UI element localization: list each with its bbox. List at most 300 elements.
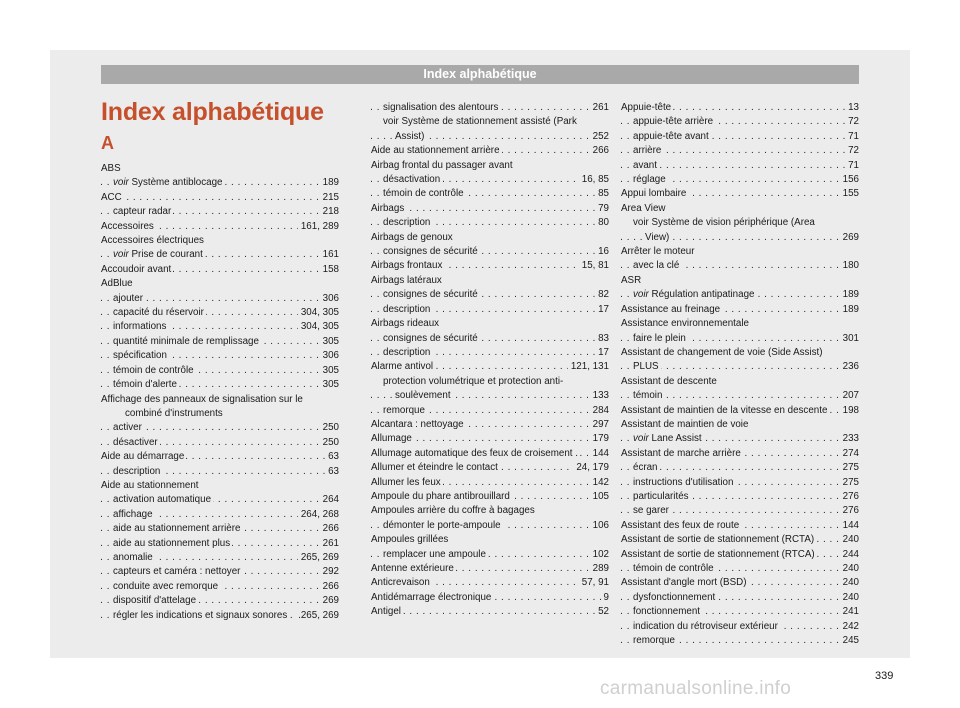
index-entry [621,418,859,432]
index-entry [101,421,339,435]
index-entry [371,303,609,317]
index-entry-text: voir Régulation antipatinage [633,289,755,301]
index-entry-text: Airbags frontaux [371,260,443,272]
index-entry-text: description [383,303,431,315]
index-entry-text: Assistant de sortie de stationnement (RCTA) [621,534,815,546]
index-entry [621,303,859,317]
index-entry-page: 261 [590,101,609,115]
index-entry-text: Antenne extérieure [371,563,454,574]
index-entry-page: 144 [840,519,859,533]
index-entry-text: anomalie [113,551,153,563]
index-entry [621,490,859,504]
index-entry [621,447,859,461]
index-entry [621,202,859,216]
index-entry [371,346,609,360]
index-entry-text: Assistance au freinage [621,303,721,315]
index-entry [621,562,859,576]
index-entry-page: 156 [840,173,859,187]
index-entry [101,162,339,176]
index-entry-text: régler les indications et signaux sonores [113,609,288,621]
index-entry-page: 245 [840,634,859,648]
index-entry-text: se garer [633,505,669,517]
index-entry-page: 80 [595,216,609,230]
index-entry-text: voir Système de vision périphérique (Area [633,217,815,229]
index-entry-page: 52 [595,605,609,619]
index-entry-page: 9 [601,591,609,605]
index-entry-text: voir Lane Assist [633,433,702,445]
index-entry-text: Aide au stationnement [101,479,199,491]
index-entry-text: Affichage des panneaux de signalisation sur le [101,393,303,405]
index-entry [371,533,609,547]
index-entry-page: 275 [840,476,859,490]
see-reference: voir [633,433,649,445]
index-entry-text: Assistant de maintien de la vitesse en descente [621,404,828,416]
index-entry-page: 179 [590,432,609,446]
index-entry-text: Allumage [371,433,412,445]
index-entry-text: indication du rétroviseur extérieur [633,620,778,632]
index-entry-page: 304, 305 [298,306,339,320]
index-entry-page: 16 [595,245,609,259]
index-entry-page: 240 [840,562,859,576]
index-entry-text: capteur radar [113,206,172,218]
see-reference: voir [113,249,129,261]
index-entry-page: 180 [840,259,859,273]
index-entry-text: voir Prise de courant [113,249,203,261]
index-entry-text: instructions d'utilisation [633,476,734,488]
index-entry [621,576,859,590]
index-entry [621,317,859,331]
index-entry [621,519,859,533]
index-entry-page: 252 [590,130,609,144]
index-entry [371,562,609,576]
index-entry [621,461,859,475]
index-entry-text: Airbags rideaux [371,318,440,330]
index-entry-text: AdBlue [101,278,133,290]
index-entry [101,205,339,219]
see-reference: voir [633,289,649,301]
index-entry-text: activation automatique [113,494,212,506]
index-entry-page: 276 [840,490,859,504]
index-entry-text: désactivation [383,174,441,186]
index-entry-text: démonter le porte-ampoule [383,519,501,531]
index-entry-text: Allumer et éteindre le contact [371,462,498,474]
index-entry [101,407,339,421]
index-entry-page: 189 [840,288,859,302]
index-entry [101,349,339,363]
index-entry [101,551,339,565]
index-entry-text: témoin d'alerte [113,379,177,391]
index-entry-page: 71 [845,130,859,144]
index-entry-text: Antidémarrage électronique [371,591,492,603]
running-header: Index alphabétique [101,65,859,84]
index-entry-page: 275 [840,461,859,475]
index-entry-page: 264, 268 [298,508,339,522]
index-entry [101,220,339,234]
index-entry [371,389,609,403]
index-entry-text: Area View [621,202,666,214]
index-entry-text: Aide au stationnement arrière [371,145,500,157]
index-entry [371,605,609,619]
index-entry-page: 133 [590,389,609,403]
index-entry-page: 17 [595,303,609,317]
index-entry-text: fonctionnement [633,606,700,618]
index-entry-text: témoin de contrôle [633,563,714,574]
index-entry-page: 207 [840,389,859,403]
index-entry [101,537,339,551]
index-entry-text: Accessoires [101,220,154,232]
index-entry [101,493,339,507]
index-entry [101,176,339,190]
index-entry-page: 266 [590,144,609,158]
index-column-2 [371,101,609,620]
index-entry [101,393,339,407]
index-entry-page: 250 [320,421,339,435]
index-entry [621,591,859,605]
index-entry [621,404,859,418]
index-entry-text: ACC [101,191,122,203]
index-entry-page: 305 [320,364,339,378]
index-entry-page: 71 [845,159,859,173]
index-entry-text: avec la clé [633,260,680,272]
index-entry-page: 161 [320,248,339,262]
index-entry-page: 240 [840,576,859,590]
section-letter: A [101,133,114,153]
index-entry [371,202,609,216]
index-entry [371,130,609,144]
index-entry-page: 189 [320,176,339,190]
index-entry-page: 83 [595,332,609,346]
index-entry [371,173,609,187]
index-entry [621,332,859,346]
index-entry [101,508,339,522]
index-entry-page: 305 [320,378,339,392]
index-entry [101,465,339,479]
index-entry-page: 142 [590,476,609,490]
index-entry-text: ASR [621,274,642,286]
index-entry-text: Assistant d'angle mort (BSD) [621,577,747,589]
index-entry [371,404,609,418]
index-entry-text: Alcantara : nettoyage [371,418,464,430]
index-entry-page: 63 [325,465,339,479]
index-entry [621,259,859,273]
index-entry [371,231,609,245]
index-entry-text: Arrêter le moteur [621,246,695,258]
index-entry-page: 305 [320,335,339,349]
index-entry-text: Antigel [371,606,401,618]
index-entry-text: témoin [633,390,663,402]
index-entry [101,522,339,536]
index-entry [621,533,859,547]
index-entry-page: 274 [840,447,859,461]
index-entry-text: ajouter [113,292,143,304]
index-entry-page: 240 [840,591,859,605]
index-entry [371,504,609,518]
index-entry [371,259,609,273]
index-entry [371,144,609,158]
index-entry-text: témoin de contrôle [113,364,194,376]
index-entry [371,548,609,562]
index-entry [101,335,339,349]
index-entry-page: 266 [320,580,339,594]
index-entry-page: 85 [595,187,609,201]
index-entry-page: 250 [320,436,339,450]
index-entry-text: consignes de sécurité [383,289,478,301]
index-entry [101,580,339,594]
index-entry [371,360,609,374]
index-entry-page: 284 [590,404,609,418]
index-entry [101,263,339,277]
index-entry-text: Assistant de marche arrière [621,447,741,459]
index-entry-text: Ampoules grillées [371,534,449,546]
index-entry-text: témoin de contrôle [383,188,464,200]
index-entry [101,191,339,205]
index-entry-page: .265, 269 [295,609,339,623]
index-entry-text: protection volumétrique et protection anti- [383,375,564,387]
index-entry [621,144,859,158]
index-entry [621,187,859,201]
index-entry-page: 57, 91 [579,576,609,590]
index-entry [101,450,339,464]
index-entry-text: View) [645,231,670,243]
index-entry-text: quantité minimale de remplissage [113,335,259,347]
index-entry [371,332,609,346]
index-entry-text: désactiver [113,436,158,448]
index-entry [101,306,339,320]
index-entry-page: 16, 85 [579,173,609,187]
index-entry [621,620,859,634]
index-entry [371,288,609,302]
index-entry-text: Ampoule du phare antibrouillard [371,490,510,502]
index-entry [621,432,859,446]
index-entry-page: 233 [840,432,859,446]
index-entry-text: remorque [383,404,425,416]
index-entry-text: appuie-tête avant [633,130,709,142]
index-entry [371,490,609,504]
index-entry-text: capteurs et caméra : nettoyer [113,566,241,578]
index-entry-page: 289 [590,562,609,576]
index-entry-page: 241 [840,605,859,619]
index-entry-text: Ampoules arrière du coffre à bagages [371,505,535,517]
index-entry-text: Airbags latéraux [371,274,442,286]
index-entry-page: 264 [320,493,339,507]
index-entry [621,605,859,619]
index-entry-text: dysfonctionnement [633,591,716,603]
index-entry-text: informations [113,321,167,333]
index-entry-page: 82 [595,288,609,302]
index-entry-text: écran [633,462,658,474]
index-entry-page: 301 [840,332,859,346]
index-entry-text: soulèvement [395,390,451,402]
index-entry-text: Assistant des feux de route [621,519,740,531]
index-entry-page: 121, 131 [568,360,609,374]
index-entry [371,245,609,259]
index-entry [621,216,859,230]
index-entry [621,231,859,245]
page-number: 339 [875,670,894,682]
index-entry-page: 266 [320,522,339,536]
index-entry-text: description [113,465,161,477]
index-entry [371,317,609,331]
index-entry-text: Accoudoir avant [101,263,172,275]
index-entry [371,115,609,129]
index-entry-page: 105 [590,490,609,504]
index-entry [371,159,609,173]
index-entry [371,375,609,389]
index-entry [621,101,859,115]
index-entry [101,436,339,450]
index-entry-text: réglage [633,174,666,186]
index-entry-text: Alarme antivol [371,361,434,373]
index-entry-text: Accessoires électriques [101,235,204,247]
index-entry-page: 144 [590,447,609,461]
index-entry [101,378,339,392]
index-entry [621,504,859,518]
index-entry-text: signalisation des alentours [383,102,499,113]
index-entry [621,130,859,144]
index-entry [371,418,609,432]
index-entry-text: description [383,346,431,358]
index-entry-page: 215 [320,191,339,205]
index-entry [621,476,859,490]
see-reference: voir [113,177,129,189]
index-entry-page: 106 [590,519,609,533]
index-column-3 [621,101,859,648]
index-entry-text: PLUS [633,361,659,373]
index-entry-text: Appuie-tête [621,102,672,113]
index-entry-text: remorque [633,635,675,647]
index-entry-page: 306 [320,349,339,363]
index-entry-page: 304, 305 [298,320,339,334]
index-entry-text: Assist) [395,130,425,142]
index-entry-text: Assistance environnementale [621,318,749,330]
index-entry-page: 269 [840,231,859,245]
index-entry-text: consignes de sécurité [383,332,478,344]
index-entry-page: 297 [590,418,609,432]
index-entry-page: 276 [840,504,859,518]
index-entry-text: spécification [113,350,167,362]
page-title: Index alphabétique [101,98,324,126]
index-entry-page: 242 [840,620,859,634]
index-entry [371,101,609,115]
index-entry-page: 269 [320,594,339,608]
index-entry-text: Airbags de genoux [371,231,453,243]
index-entry [101,248,339,262]
index-entry-page: 63 [325,450,339,464]
index-entry-page: 306 [320,292,339,306]
index-entry [621,360,859,374]
index-entry [101,565,339,579]
index-entry [621,346,859,360]
watermark: carmanualsonline.info [600,678,792,699]
index-entry-page: 15, 81 [579,259,609,273]
index-entry [621,159,859,173]
index-entry-page: 24, 179 [573,461,609,475]
index-entry-text: activer [113,422,142,434]
index-entry [101,479,339,493]
index-entry [371,576,609,590]
index-entry-text: conduite avec remorque [113,580,219,592]
index-entry-text: capacité du réservoir [113,307,204,319]
index-entry-page: 158 [320,263,339,277]
index-entry-text: Assistant de maintien de voie [621,418,749,430]
index-entry-text: voir Système de stationnement assisté (Park [383,116,577,128]
index-entry-text: Appui lombaire [621,188,687,200]
index-entry-text: aide au stationnement plus [113,537,231,549]
index-entry-page: 240 [840,533,859,547]
index-entry [621,115,859,129]
index-entry [371,591,609,605]
index-entry [621,173,859,187]
index-entry-text: voir Système antiblocage [113,177,223,189]
index-entry-text: Anticrevaison [371,577,430,589]
index-entry-text: Allumer les feux [371,476,441,488]
index-entry-text: Assistant de changement de voie (Side Assist) [621,346,823,358]
index-entry [371,476,609,490]
index-entry [101,609,339,623]
index-entry-page: 189 [840,303,859,317]
index-entry-text: dispositif d'attelage [113,595,197,607]
index-entry [101,320,339,334]
index-column-1 [101,162,339,623]
index-entry [621,634,859,648]
index-entry [621,274,859,288]
index-entry-text: combiné d'instruments [125,407,223,419]
index-entry-text: consignes de sécurité [383,246,478,258]
index-entry [101,234,339,248]
index-entry [371,216,609,230]
index-entry-page: 244 [840,548,859,562]
index-entry-text: affichage [113,508,153,520]
index-entry-text: appuie-tête arrière [633,116,714,128]
index-entry-text: Allumage automatique des feux de croisement . [371,447,578,459]
index-entry-page: 72 [845,115,859,129]
index-entry-page: 218 [320,205,339,219]
index-entry-page: 161, 289 [298,220,339,234]
index-entry-page: 265, 269 [298,551,339,565]
index-entry [101,364,339,378]
index-entry-text: Assistant de descente [621,375,717,387]
index-entry-page: 13 [845,101,859,115]
index-entry [621,288,859,302]
index-entry-text: arrière [633,145,662,157]
index-entry-text: Airbag frontal du passager avant [371,159,513,171]
index-entry-text: Aide au démarrage [101,451,185,463]
index-entry-text: remplacer une ampoule [383,548,486,560]
index-entry [101,594,339,608]
index-entry-page: 198 [840,404,859,418]
index-entry [371,461,609,475]
index-entry-text: avant [633,159,657,171]
index-entry [621,375,859,389]
index-entry [371,447,609,461]
index-entry [371,274,609,288]
index-entry-page: 79 [595,202,609,216]
index-entry [621,245,859,259]
index-entry-page: 236 [840,360,859,374]
index-entry-text: aide au stationnement arrière [113,523,241,535]
index-entry-text: description [383,217,431,229]
index-entry-page: 72 [845,144,859,158]
index-entry [621,389,859,403]
index-entry-text: faire le plein [633,332,686,344]
index-entry [371,187,609,201]
index-entry [371,432,609,446]
index-entry [371,519,609,533]
index-entry-text: Assistant de sortie de stationnement (RTCA) [621,548,815,560]
index-entry [101,277,339,291]
index-entry-page: 17 [595,346,609,360]
index-entry-page: 261 [320,537,339,551]
